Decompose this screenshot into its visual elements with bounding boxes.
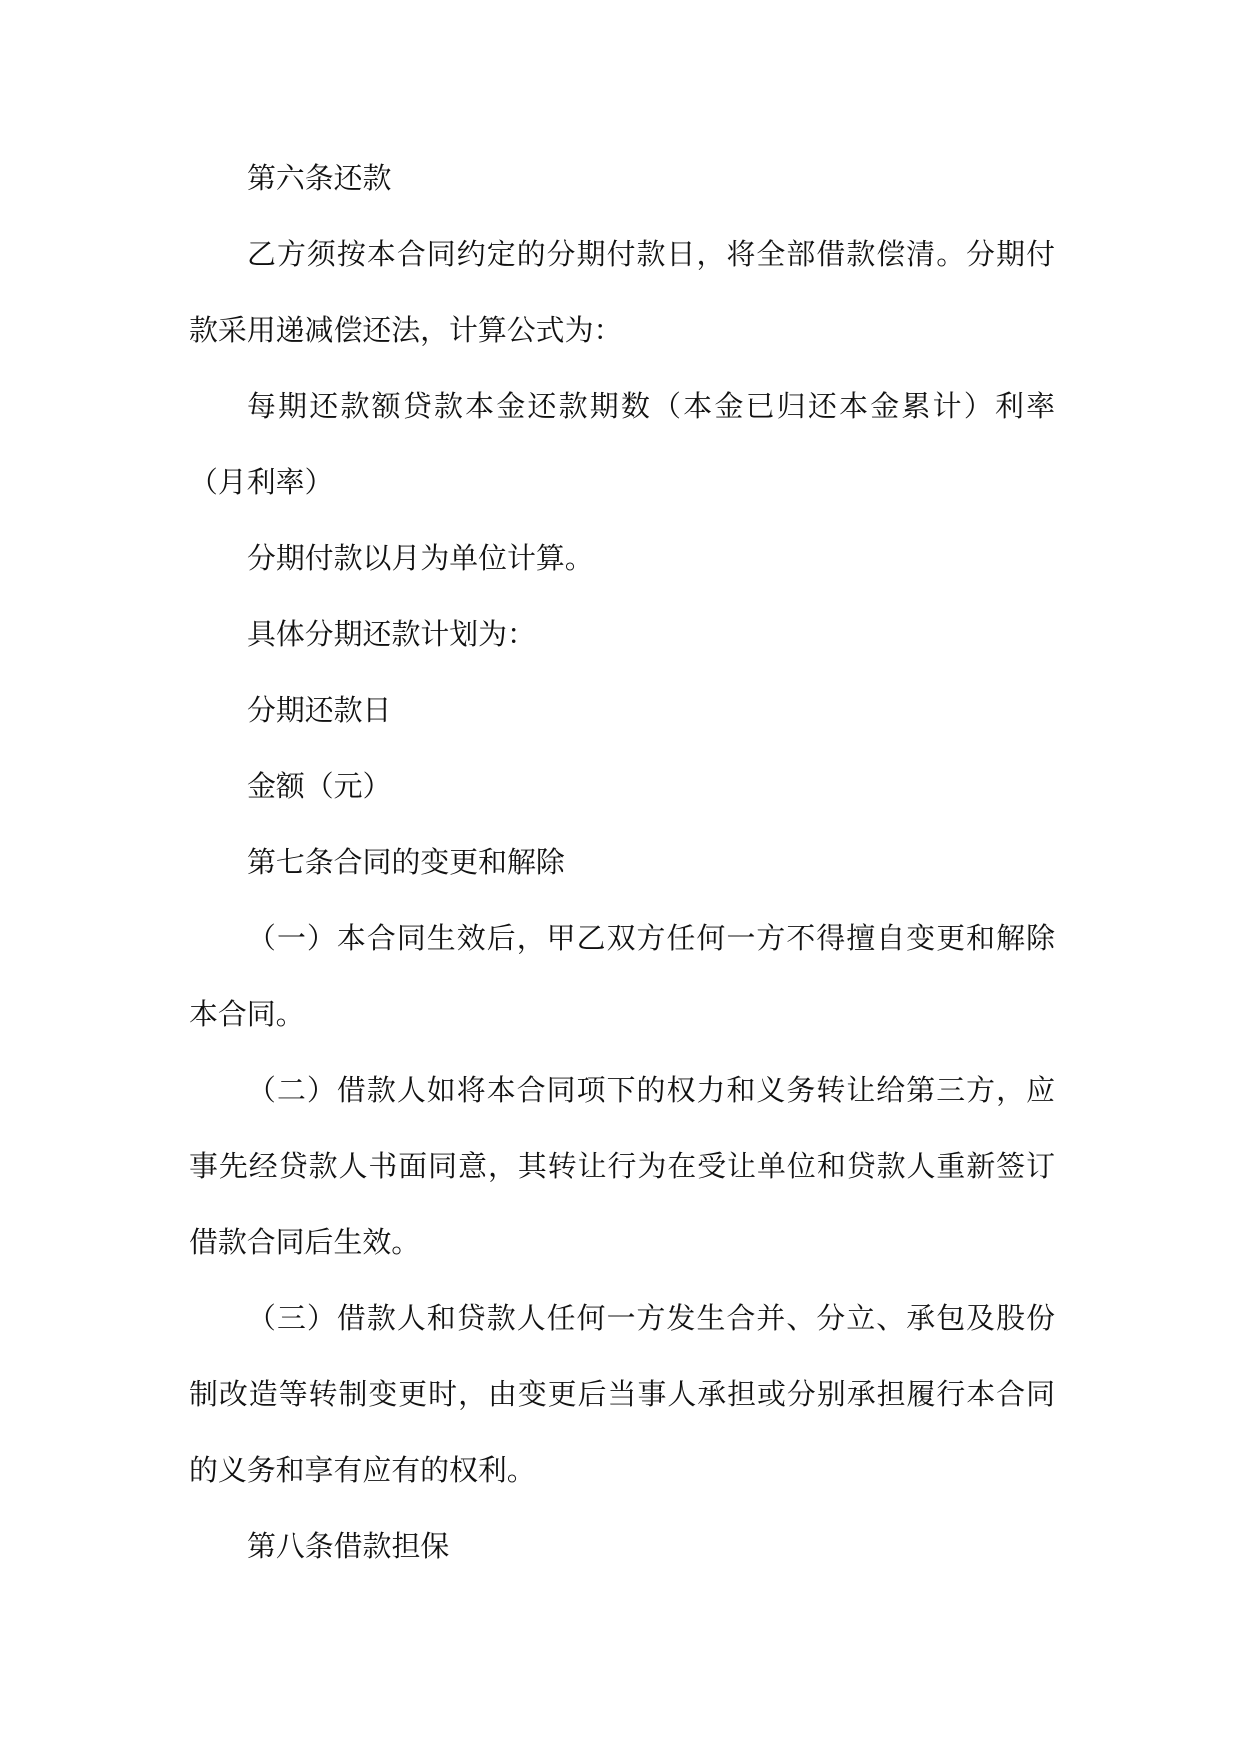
article-7-item-2: （二）借款人如将本合同项下的权力和义务转让给第三方，应事先经贷款人书面同意，其转让行为在受让单位和贷款人重新签订借款合同后生效。 (189, 1073, 1055, 1259)
repayment-plan-intro: 具体分期还款计划为： (247, 617, 536, 651)
monthly-unit-paragraph: 分期付款以月为单位计算。 (247, 541, 594, 575)
article-7-heading: 第七条合同的变更和解除 (247, 845, 565, 879)
amount-label: 金额（元） (247, 769, 392, 803)
document-body (189, 140, 1055, 1584)
repayment-clause-paragraph: 乙方须按本合同约定的分期付款日，将全部借款偿清。分期付款采用递减偿还法，计算公式为： (189, 237, 1055, 347)
article-6-heading: 第六条还款 (247, 161, 392, 195)
article-7-item-3: （三）借款人和贷款人任何一方发生合并、分立、承包及股份制改造等转制变更时，由变更后当事人承担或分别承担履行本合同的义务和享有应有的权利。 (189, 1301, 1055, 1487)
article-7-item-1: （一）本合同生效后，甲乙双方任何一方不得擅自变更和解除本合同。 (189, 921, 1055, 1031)
repayment-date-label: 分期还款日 (247, 693, 392, 727)
article-8-heading: 第八条借款担保 (247, 1529, 450, 1563)
repayment-formula-paragraph: 每期还款额贷款本金还款期数（本金已归还本金累计）利率（月利率） (189, 389, 1055, 499)
